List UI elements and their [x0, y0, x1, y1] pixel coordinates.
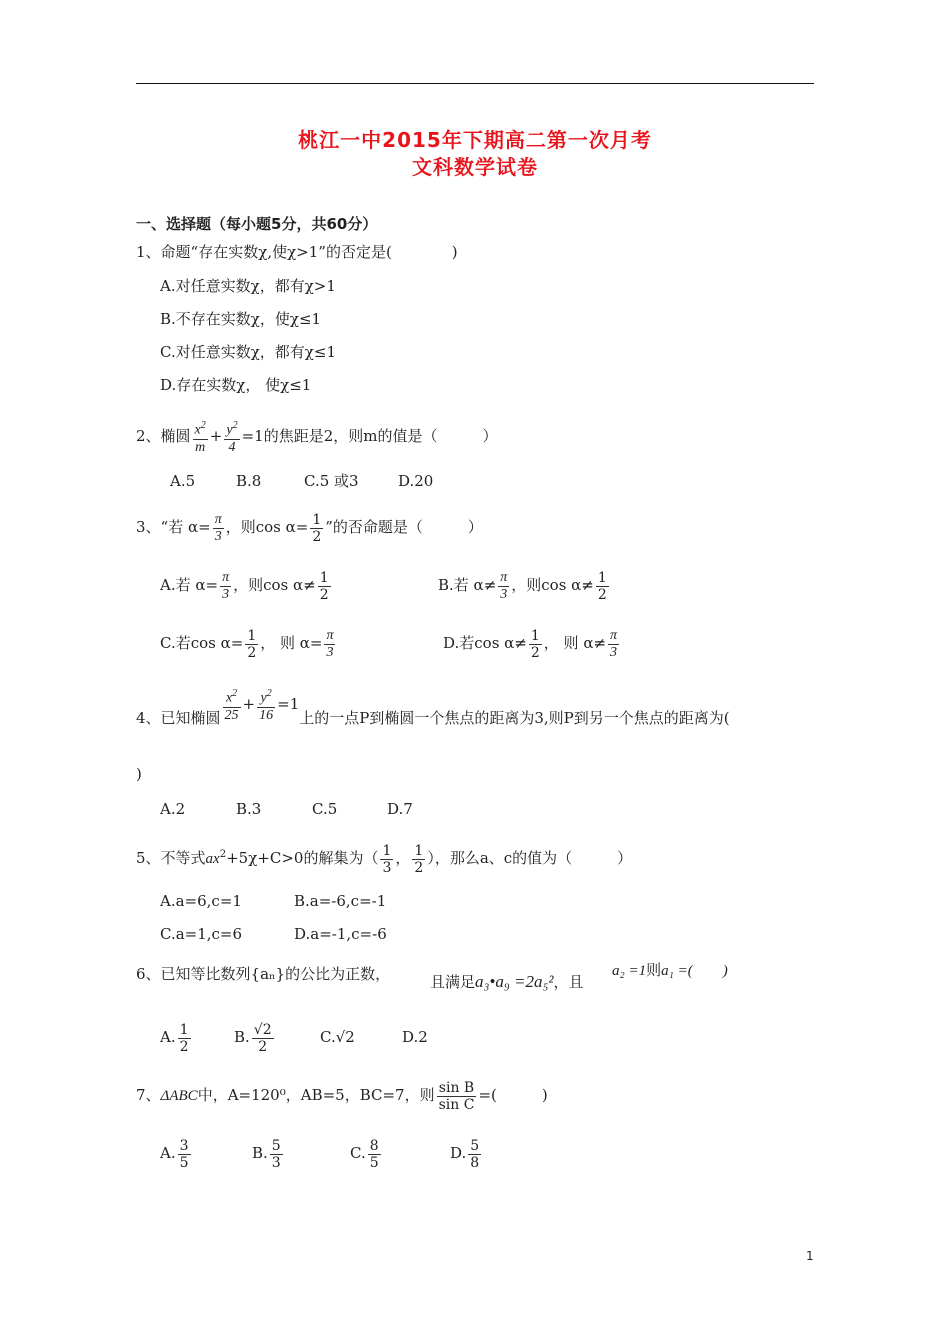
- q6-options: [160, 1020, 428, 1055]
- q2-option-c: C.5 或3: [304, 472, 359, 490]
- q1-option-d: D.存在实数χ， 使χ≤1: [160, 376, 312, 394]
- q2-option-d: D.20: [398, 472, 434, 490]
- q5-option-c: C.a=1,c=6: [160, 925, 243, 943]
- q4-option-b: B.3: [236, 800, 262, 818]
- q7-option-d: D. $\frac{5}{8}$: [450, 1137, 480, 1171]
- q6-option-b: B. $\frac{√2}{2}$: [234, 1021, 272, 1055]
- q4-stem: 4、已知椭圆 $\frac{x^2}{25}$ + $\frac{y^2}{16}$ =1上的一点P到椭圆一个焦点的距离为3,则P到另一个焦点的距离为(: [136, 688, 730, 727]
- q6-option-d: D.2: [402, 1028, 428, 1046]
- q6-option-c: C.√2: [320, 1028, 355, 1046]
- q2-frac-x: $\frac{x^2}{m}$: [194, 420, 206, 455]
- q2-prefix: 2、椭圆: [136, 426, 191, 445]
- q4-options: [160, 799, 413, 819]
- q5-stem: 5、不等式$ax^2+5\chi+C>0$的解集为（ $\frac{1}{3}$ ， $\frac{1}{2}$ ），那么a、c的值为（ ）: [136, 842, 633, 876]
- q2-options: [170, 471, 433, 491]
- q5-row2: [160, 924, 387, 944]
- q3-option-b: B.若 α≠ $\frac{\pi}{3}$ ，则cos α≠ $\frac{1}{2}$: [438, 569, 607, 603]
- q7-options: [160, 1136, 483, 1171]
- q3-frac-pi3: $\frac{\pi}{3}$: [214, 511, 222, 544]
- q2-option-a: A.5: [170, 472, 196, 490]
- q6-stem: 6、已知等比数列{aₙ}的公比为正数，: [136, 965, 391, 983]
- q6-condition: 且满足a₃•a₉ =2a₅²，且: [430, 972, 584, 991]
- exam-subtitle: 文科数学试卷: [412, 155, 538, 179]
- page-number: 1: [806, 1249, 814, 1263]
- q3-frac-half: $\frac{1}{2}$: [312, 511, 322, 545]
- q1-option-c: C.对任意实数χ，都有χ≤1: [160, 343, 337, 361]
- q1-option-a: A.对任意实数χ，都有χ>1: [160, 277, 336, 295]
- q3-stem: 3、“若 α= $\frac{\pi}{3}$ ，则cos α= $\frac{1}{2}$ ”的否命题是（ ）: [136, 511, 483, 545]
- q3-option-d: D.若cos α≠ $\frac{1}{2}$ ， 则 α≠ $\frac{\pi}{3}$: [443, 627, 618, 661]
- q7-option-c: C. $\frac{8}{5}$: [350, 1137, 379, 1171]
- section-heading: 一、选择题（每小题5分，共60分）: [136, 215, 378, 233]
- q7-stem: 7、ΔABC中，A=120⁰，AB=5，BC=7，则 $\frac{\text{sin B}}{\text{sin C}}$ =( ): [136, 1079, 548, 1113]
- q6-given: a₂ =1则a₁ =( ): [612, 961, 728, 979]
- q1-stem: 1、命题“存在实数χ,使χ>1”的否定是( ): [136, 243, 458, 261]
- q4-option-c: C.5: [312, 800, 338, 818]
- q4-option-d: D.7: [387, 800, 413, 818]
- q2-frac-y: $\frac{y^2}{4}$: [226, 420, 238, 455]
- exam-title: 桃江一中2015年下期高二第一次月考: [298, 128, 652, 152]
- q3-option-a: A.若 α= $\frac{\pi}{3}$ ，则cos α≠ $\frac{1}{2}$: [160, 569, 329, 603]
- q5-option-d: D.a=-1,c=-6: [294, 925, 387, 943]
- q5-row1: [160, 891, 386, 911]
- q4-close-paren: ): [136, 765, 142, 783]
- q1-option-b: B.不存在实数χ，使χ≤1: [160, 310, 322, 328]
- q2-stem: 2、椭圆 $\frac{x^2}{m}$ + $\frac{y^2}{4}$ =1的焦距是2，则m的值是（ ）: [136, 420, 498, 455]
- q6-option-a: A. $\frac{1}{2}$: [160, 1021, 189, 1055]
- q7-option-b: B. $\frac{5}{3}$: [252, 1137, 281, 1171]
- q3-option-c: C.若cos α= $\frac{1}{2}$ ， 则 α= $\frac{\pi}{3}$: [160, 627, 334, 661]
- q5-option-b: B.a=-6,c=-1: [294, 892, 387, 910]
- q2-option-b: B.8: [236, 472, 262, 490]
- q2-suffix: 的焦距是2，则m的值是（ ）: [263, 426, 498, 445]
- q4-option-a: A.2: [160, 800, 186, 818]
- header-rule: [136, 83, 814, 84]
- q7-option-a: A. $\frac{3}{5}$: [160, 1137, 189, 1171]
- q5-option-a: A.a=6,c=1: [160, 892, 242, 910]
